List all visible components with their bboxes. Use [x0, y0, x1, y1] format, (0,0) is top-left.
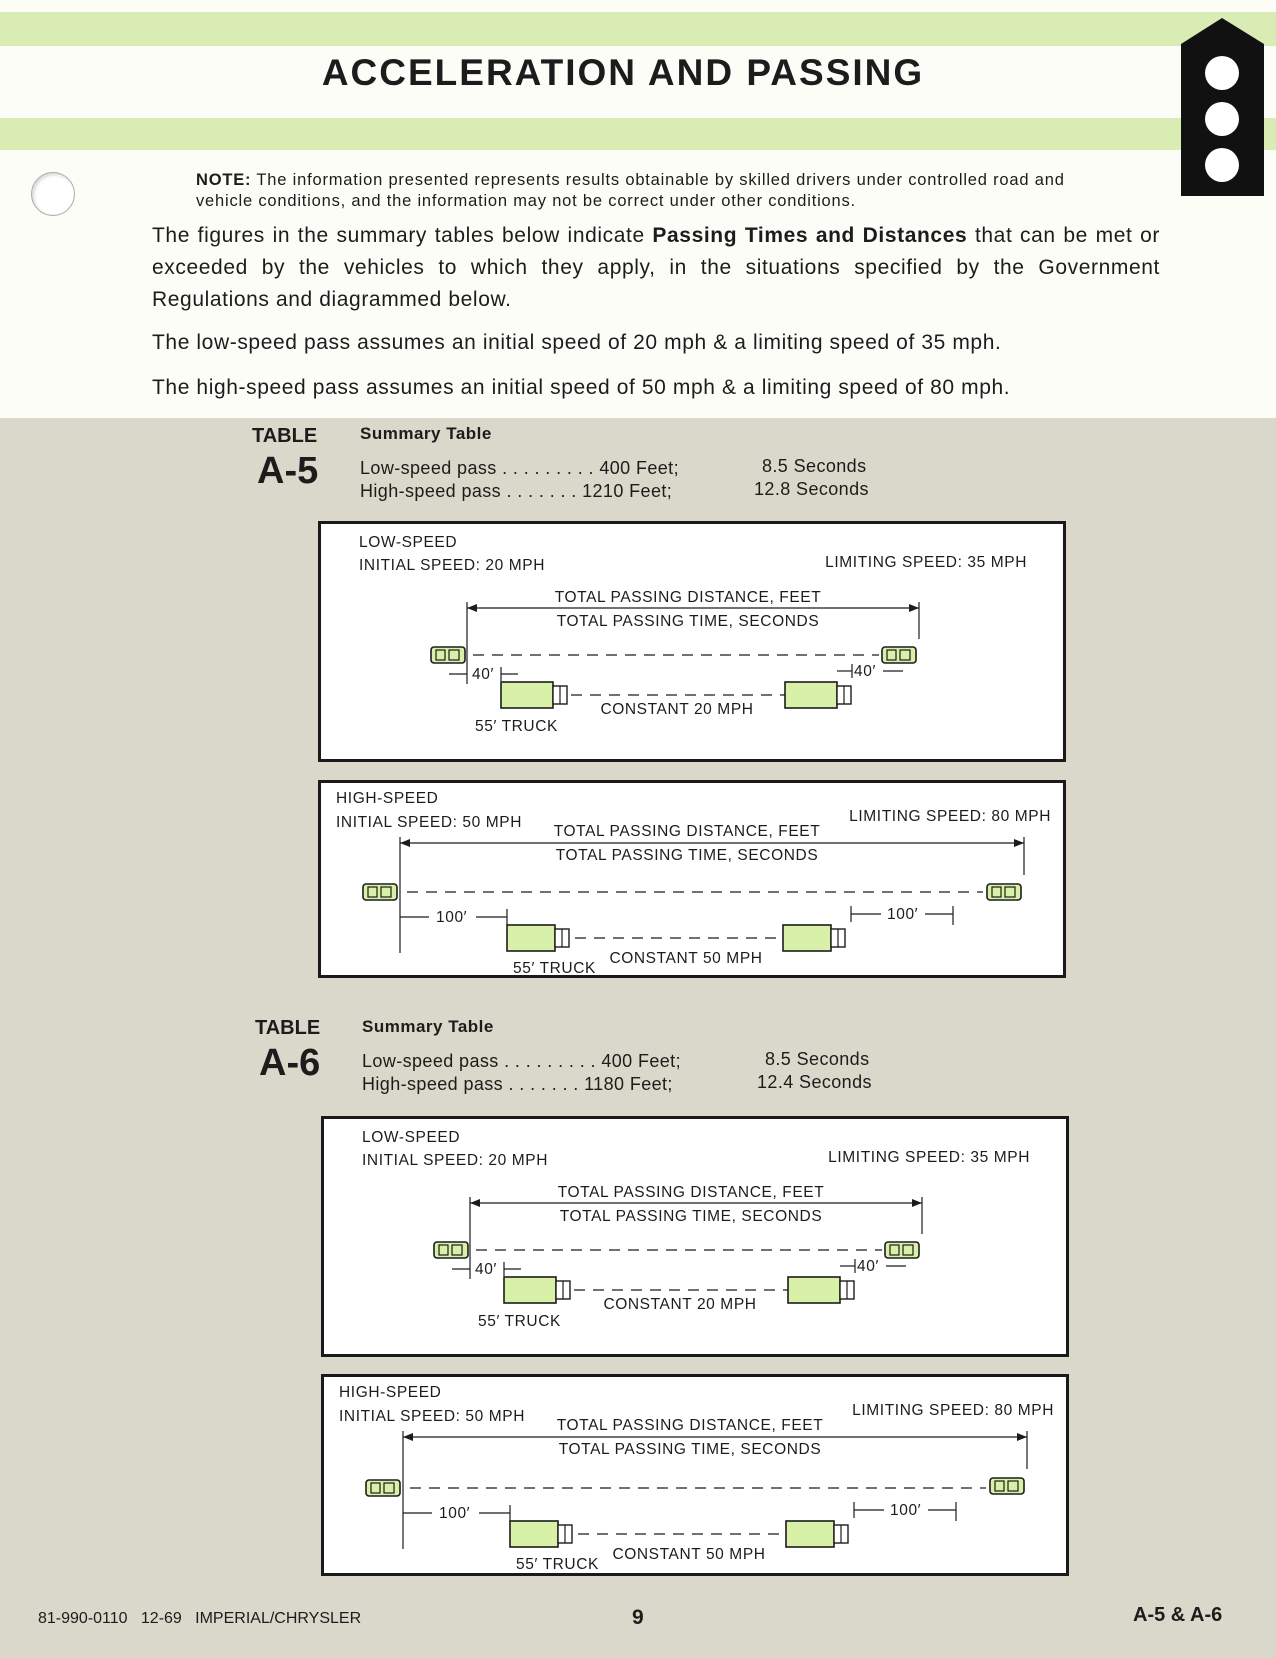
passing-car-end-icon — [885, 1242, 919, 1258]
page-number: 9 — [632, 1606, 644, 1629]
truck-start-icon — [504, 1277, 570, 1303]
table-a6-row-low-seconds: 8.5 Seconds — [765, 1049, 870, 1069]
constant-speed-label: CONSTANT 50 MPH — [612, 1546, 766, 1563]
total-distance-label: TOTAL PASSING DISTANCE, FEET — [554, 589, 822, 606]
table-a6-summary-title: Summary Table — [362, 1017, 494, 1036]
truck-length-label: 55′ TRUCK — [475, 718, 558, 735]
total-distance-label: TOTAL PASSING DISTANCE, FEET — [557, 1184, 825, 1201]
arrow-right-icon — [912, 1199, 922, 1207]
truck-end-icon — [785, 682, 851, 708]
intro-bold: Passing Times and Distances — [652, 224, 968, 247]
diagram-title: LOW-SPEED — [359, 534, 458, 551]
diagram-title: HIGH-SPEED — [336, 790, 439, 807]
constant-speed-label: CONSTANT 20 MPH — [603, 1296, 757, 1313]
total-time-label: TOTAL PASSING TIME, SECONDS — [559, 1208, 823, 1225]
passing-car-start-icon — [366, 1480, 400, 1496]
truck-start-icon — [501, 682, 567, 708]
row-dots: . . . . . . . — [503, 1074, 585, 1094]
row-feet: 1210 Feet; — [582, 481, 673, 501]
gap-start-label: 100′ — [436, 909, 468, 926]
footer-code: 81-990-0110 12-69 IMPERIAL/CHRYSLER — [38, 1610, 362, 1627]
diagram-title: LOW-SPEED — [362, 1129, 461, 1146]
low-speed-assumption: The low-speed pass assumes an initial speed of 20 mph & a limiting speed of 35 mph. — [152, 331, 1002, 354]
limiting-speed-label: LIMITING SPEED: 80 MPH — [849, 808, 1051, 825]
gap-end-label: 100′ — [890, 1502, 922, 1519]
initial-speed-label: INITIAL SPEED: 50 MPH — [339, 1408, 526, 1425]
note-label: NOTE: — [196, 171, 252, 189]
gap-start-label: 40′ — [475, 1261, 497, 1278]
row-feet: 400 Feet; — [601, 1051, 681, 1071]
traffic-light-icon — [1181, 18, 1264, 196]
binder-hole-top — [31, 172, 75, 216]
diagram-a6-low-speed — [321, 1116, 1069, 1357]
row-feet: 400 Feet; — [599, 458, 679, 478]
gap-start-label: 40′ — [472, 666, 494, 683]
initial-speed-label: INITIAL SPEED: 20 MPH — [359, 557, 546, 574]
table-a5-row-high-seconds: 12.8 Seconds — [754, 479, 869, 499]
intro-part1: The figures in the summary tables below indicate — [152, 224, 653, 247]
table-a6-number: A-6 — [259, 1042, 321, 1084]
truck-start-icon — [510, 1521, 572, 1547]
section-label: A-5 & A-6 — [1133, 1604, 1223, 1626]
note — [196, 170, 1106, 212]
diagram-a6-high-speed — [321, 1374, 1069, 1576]
total-time-label: TOTAL PASSING TIME, SECONDS — [558, 1441, 822, 1458]
passing-car-start-icon — [434, 1242, 468, 1258]
arrow-left-icon — [400, 839, 410, 847]
row-label: Low-speed pass — [360, 458, 497, 478]
arrow-right-icon — [1017, 1433, 1027, 1441]
passing-car-start-icon — [431, 647, 465, 663]
table-a5-summary-title: Summary Table — [360, 424, 492, 443]
gap-end-label: 40′ — [857, 1258, 879, 1275]
truck-start-icon — [507, 925, 569, 951]
row-dots: . . . . . . . — [501, 481, 583, 501]
arrow-left-icon — [467, 604, 477, 612]
passing-car-start-icon — [363, 884, 397, 900]
total-time-label: TOTAL PASSING TIME, SECONDS — [555, 847, 819, 864]
table-a5-word: TABLE — [252, 425, 318, 447]
table-a5-row-low-seconds: 8.5 Seconds — [762, 456, 867, 476]
table-a5-number: A-5 — [257, 450, 319, 492]
intro-part2: that can be met or exceeded by the vehicles to which they apply, in the situations specified by the Government Regulations and diagrammed below. — [152, 224, 1160, 311]
passing-car-end-icon — [990, 1478, 1024, 1494]
truck-end-icon — [788, 1277, 854, 1303]
truck-end-icon — [783, 925, 845, 951]
limiting-speed-label: LIMITING SPEED: 35 MPH — [828, 1149, 1030, 1166]
limiting-speed-label: LIMITING SPEED: 35 MPH — [825, 554, 1027, 571]
row-label: High-speed pass — [362, 1074, 504, 1094]
constant-speed-label: CONSTANT 20 MPH — [600, 701, 754, 718]
row-dots: . . . . . . . . . — [496, 458, 600, 478]
truck-length-label: 55′ TRUCK — [513, 960, 596, 975]
diagram-a5-low-speed — [318, 521, 1066, 762]
gap-end-label: 100′ — [887, 906, 919, 923]
truck-end-icon — [786, 1521, 848, 1547]
arrow-right-icon — [1014, 839, 1024, 847]
diagram-title: HIGH-SPEED — [339, 1384, 442, 1401]
passing-car-end-icon — [882, 647, 916, 663]
table-a6-row-high-seconds: 12.4 Seconds — [757, 1072, 872, 1092]
truck-length-label: 55′ TRUCK — [516, 1556, 599, 1573]
row-dots: . . . . . . . . . — [498, 1051, 602, 1071]
table-a5-row-high — [360, 481, 672, 502]
table-a5-row-low — [360, 458, 679, 479]
header-stripe-bottom — [0, 118, 1276, 150]
limiting-speed-label: LIMITING SPEED: 80 MPH — [852, 1402, 1054, 1419]
gap-start-label: 100′ — [439, 1505, 471, 1522]
total-distance-label: TOTAL PASSING DISTANCE, FEET — [553, 823, 821, 840]
table-a6-word: TABLE — [255, 1017, 321, 1039]
table-a6-row-high — [362, 1074, 673, 1095]
arrow-right-icon — [909, 604, 919, 612]
initial-speed-label: INITIAL SPEED: 20 MPH — [362, 1152, 549, 1169]
high-speed-assumption: The high-speed pass assumes an initial speed of 50 mph & a limiting speed of 80 mph. — [152, 376, 1011, 399]
intro-paragraph — [152, 220, 1160, 316]
initial-speed-label: INITIAL SPEED: 50 MPH — [336, 814, 523, 831]
diagram-a5-high-speed — [318, 780, 1066, 978]
total-time-label: TOTAL PASSING TIME, SECONDS — [556, 613, 820, 630]
arrow-left-icon — [403, 1433, 413, 1441]
row-feet: 1180 Feet; — [584, 1074, 673, 1094]
truck-length-label: 55′ TRUCK — [478, 1313, 561, 1330]
table-a6-row-low — [362, 1051, 681, 1072]
row-label: High-speed pass — [360, 481, 502, 501]
constant-speed-label: CONSTANT 50 MPH — [609, 950, 763, 967]
passing-car-end-icon — [987, 884, 1021, 900]
header-stripe-top — [0, 12, 1276, 46]
gap-end-label: 40′ — [854, 663, 876, 680]
row-label: Low-speed pass — [362, 1051, 499, 1071]
note-text: The information presented represents results obtainable by skilled drivers under controlled road and vehicle conditions, and the information may not be correct under other conditions. — [196, 171, 1065, 210]
total-distance-label: TOTAL PASSING DISTANCE, FEET — [556, 1417, 824, 1434]
page-title: ACCELERATION AND PASSING — [321, 52, 925, 93]
arrow-left-icon — [470, 1199, 480, 1207]
